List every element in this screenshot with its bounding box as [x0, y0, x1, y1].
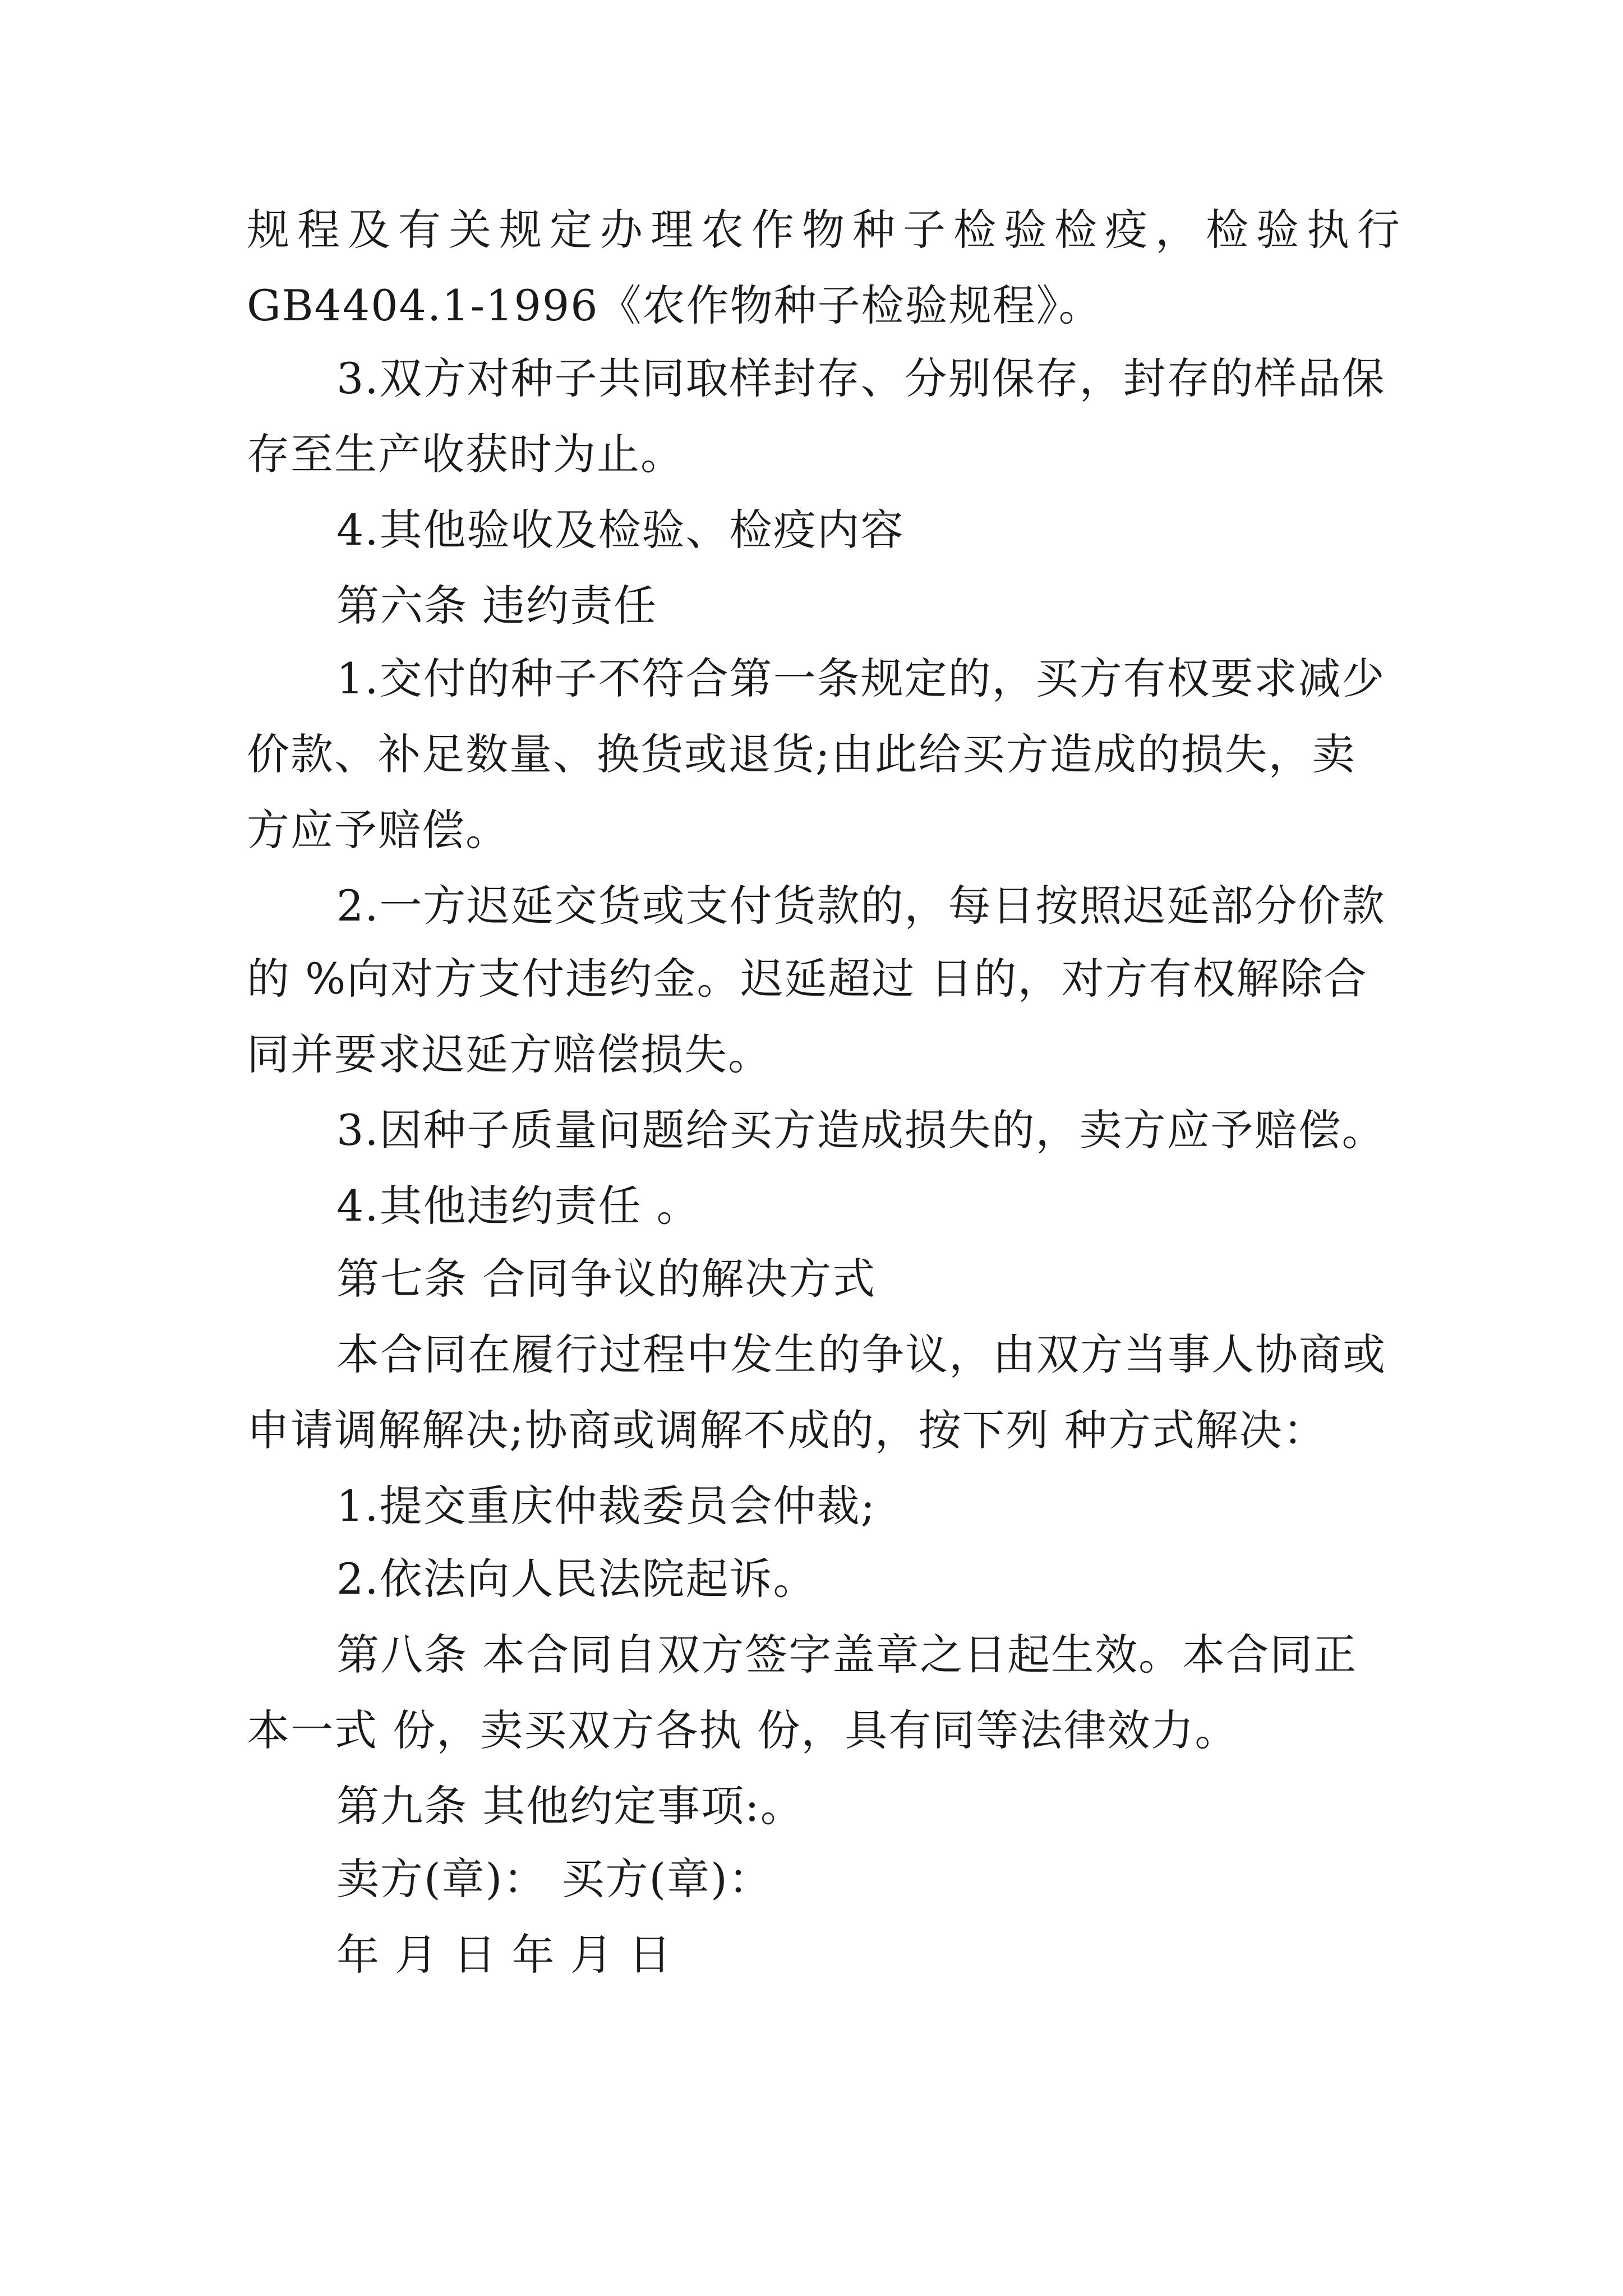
paragraph-line: 2.一方迟延交货或支付货款的，每日按照迟延部分价款	[336, 881, 1386, 931]
section-heading: 第八条 本合同自双方签字盖章之日起生效。本合同正	[336, 1630, 1358, 1680]
section-heading: 第九条 其他约定事项:。	[336, 1781, 804, 1831]
paragraph-line: GB4404.1-1996《农作物种子检验规程》。	[247, 280, 1103, 330]
paragraph-line: 1.提交重庆仲裁委员会仲裁;	[336, 1481, 877, 1531]
paragraph-line: 本合同在履行过程中发生的争议，由双方当事人协商或	[336, 1329, 1386, 1379]
paragraph-line: 的 %向对方支付违约金。迟延超过 日的，对方有权解除合	[247, 954, 1368, 1004]
paragraph-line: 同并要求迟延方赔偿损失。	[247, 1029, 772, 1079]
paragraph-line: 4.其他违约责任 。	[336, 1181, 700, 1231]
paragraph-line: 方应予赔偿。	[247, 805, 509, 855]
section-heading: 第六条 违约责任	[336, 581, 658, 631]
section-heading: 第七条 合同争议的解决方式	[336, 1254, 877, 1304]
paragraph-line: 4.其他验收及检验、检疫内容	[336, 505, 905, 555]
date-line: 年 月 日 年 月 日	[336, 1930, 672, 1980]
paragraph-line: 2.依法向人民法院起诉。	[336, 1554, 817, 1604]
paragraph-line: 申请调解解决;协商或调解不成的，按下列 种方式解决：	[247, 1405, 1327, 1455]
paragraph-line: 本一式 份，卖买双方各执 份，具有同等法律效力。	[247, 1705, 1239, 1755]
paragraph-line: 规程及有关规定办理农作物种子检验检疫，检验执行	[247, 205, 1408, 255]
paragraph-line: 3.双方对种子共同取样封存、分别保存，封存的样品保	[336, 353, 1386, 403]
paragraph-line: 价款、补足数量、换货或退货;由此给买方造成的损失，卖	[247, 729, 1356, 779]
signature-line: 卖方(章)： 买方(章)：	[336, 1854, 772, 1904]
paragraph-line: 存至生产收获时为止。	[247, 429, 684, 479]
paragraph-line: 1.交付的种子不符合第一条规定的，买方有权要求减少	[336, 654, 1386, 703]
paragraph-line: 3.因种子质量问题给买方造成损失的，卖方应予赔偿。	[336, 1105, 1386, 1155]
